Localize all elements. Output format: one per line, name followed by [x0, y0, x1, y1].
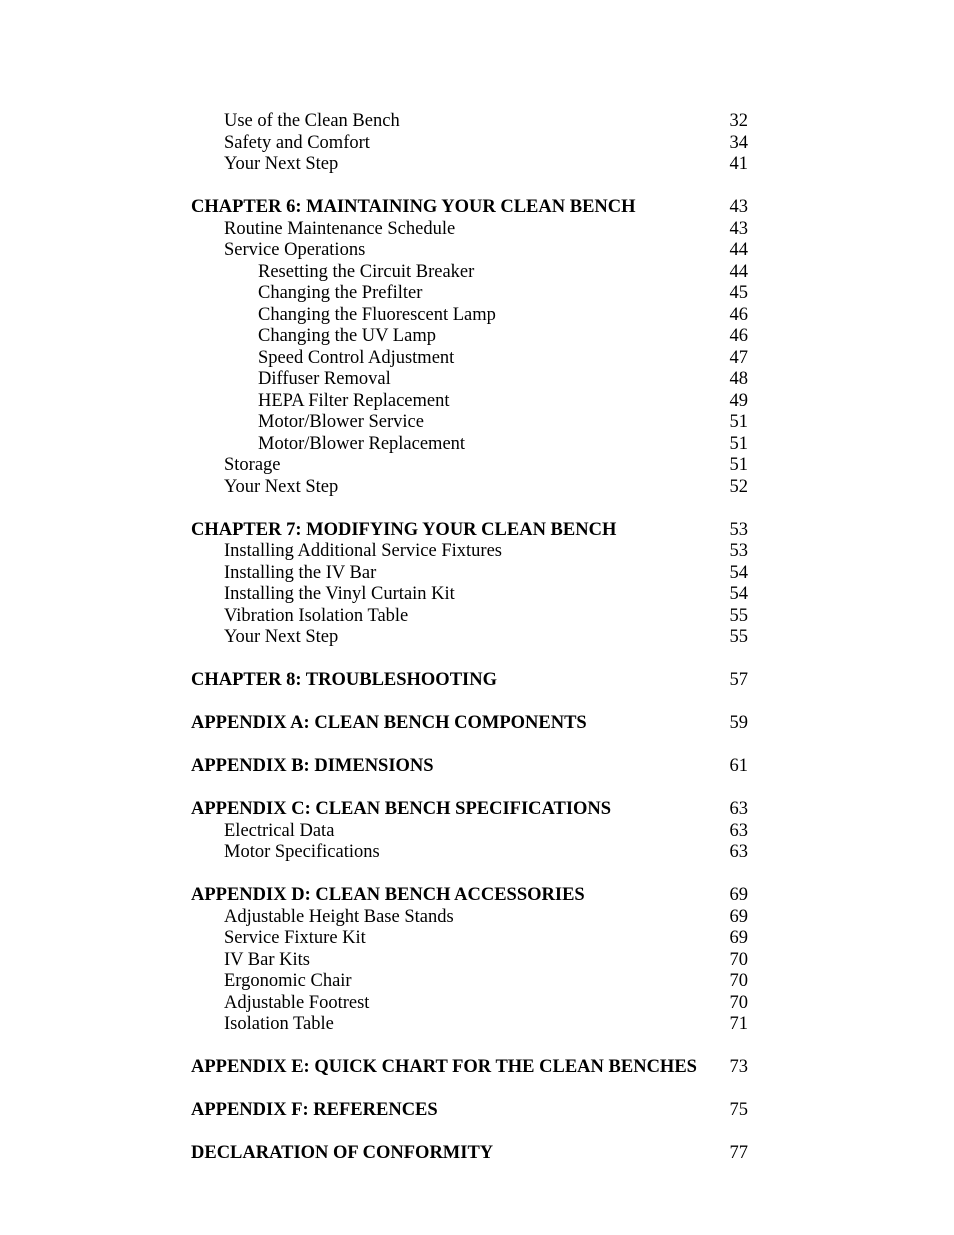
toc-entry-title: Motor/Blower Replacement — [258, 433, 466, 454]
toc-entry-title: DECLARATION OF CONFORMITY — [191, 1143, 494, 1163]
toc-entry-page-number: 44 — [729, 240, 748, 260]
toc-entry-title: Ergonomic Chair — [224, 971, 352, 991]
toc-section-entry — [0, 993, 954, 1015]
toc-entry-title: Safety and Comfort — [224, 132, 370, 153]
toc-entry-page-number: 51 — [729, 412, 748, 432]
toc-entry-page-number: 70 — [729, 992, 748, 1013]
toc-subsection-entry — [0, 262, 954, 284]
toc-entry-title: APPENDIX F: REFERENCES — [191, 1100, 438, 1120]
toc-entry-page-number: 52 — [729, 476, 748, 497]
toc-entry-page-number: 75 — [729, 1100, 748, 1120]
toc-entry-title: Adjustable Height Base Stands — [224, 906, 454, 927]
toc-entry-title: Adjustable Footrest — [224, 992, 370, 1013]
toc-section-entry — [0, 821, 954, 843]
toc-section-entry — [0, 133, 954, 155]
toc-entry-page-number: 69 — [729, 885, 748, 905]
toc-entry-title: Installing Additional Service Fixtures — [224, 541, 502, 561]
toc-entry-title: Electrical Data — [224, 820, 335, 841]
toc-entry-title: Changing the Prefilter — [258, 283, 423, 303]
toc-section-entry — [0, 477, 954, 499]
toc-spacer — [0, 649, 954, 671]
toc-entry-page-number: 49 — [729, 390, 748, 411]
toc-section-entry — [0, 627, 954, 649]
toc-entry-title: Storage — [224, 455, 281, 475]
toc-subsection-entry — [0, 391, 954, 413]
toc-spacer — [0, 498, 954, 520]
toc-entry-title: CHAPTER 6: MAINTAINING YOUR CLEAN BENCH — [191, 197, 636, 217]
toc-entry-title: Speed Control Adjustment — [258, 347, 455, 368]
toc-entry-title: IV Bar Kits — [224, 949, 310, 970]
toc-entry-page-number: 51 — [729, 455, 748, 475]
toc-section-entry — [0, 606, 954, 628]
toc-entry-title: APPENDIX E: QUICK CHART FOR THE CLEAN BENCHES — [191, 1057, 697, 1077]
toc-entry-title: APPENDIX B: DIMENSIONS — [191, 756, 434, 776]
toc-spacer — [0, 1122, 954, 1144]
toc-entry-page-number: 77 — [729, 1143, 748, 1163]
toc-entry-page-number: 61 — [729, 756, 748, 776]
toc-entry-page-number: 46 — [729, 304, 748, 325]
toc-entry-title: Service Operations — [224, 240, 366, 260]
toc-spacer — [0, 735, 954, 757]
toc-entry-page-number: 69 — [729, 928, 748, 948]
toc-section-entry — [0, 971, 954, 993]
toc-subsection-entry — [0, 412, 954, 434]
toc-entry-title: Use of the Clean Bench — [224, 111, 400, 131]
toc-entry-title: Motor Specifications — [224, 842, 380, 862]
toc-entry-title: APPENDIX A: CLEAN BENCH COMPONENTS — [191, 713, 587, 733]
toc-entry-title: CHAPTER 7: MODIFYING YOUR CLEAN BENCH — [191, 519, 617, 540]
toc-entry-title: Motor/Blower Service — [258, 412, 424, 432]
toc-entry-title: APPENDIX D: CLEAN BENCH ACCESSORIES — [191, 885, 585, 905]
toc-subsection-entry — [0, 305, 954, 327]
toc-entry-title: Diffuser Removal — [258, 369, 391, 389]
toc-entry-page-number: 47 — [729, 347, 748, 368]
toc-spacer — [0, 1079, 954, 1101]
toc-entry-page-number: 69 — [729, 906, 748, 927]
toc-chapter-entry — [0, 520, 954, 542]
toc-spacer — [0, 176, 954, 198]
toc-entry-page-number: 48 — [729, 369, 748, 389]
toc-section-entry — [0, 219, 954, 241]
toc-section-entry — [0, 950, 954, 972]
toc-entry-page-number: 41 — [729, 154, 748, 174]
toc-entry-page-number: 34 — [729, 132, 748, 153]
toc-spacer — [0, 1036, 954, 1058]
toc-entry-title: Your Next Step — [224, 476, 339, 497]
toc-entry-page-number: 63 — [729, 799, 748, 819]
toc-entry-page-number: 70 — [729, 949, 748, 970]
toc-section-entry — [0, 154, 954, 176]
toc-entry-page-number: 54 — [729, 562, 748, 583]
toc-section-entry — [0, 1014, 954, 1036]
toc-chapter-entry — [0, 1057, 954, 1079]
toc-section-entry — [0, 928, 954, 950]
toc-entry-title: Resetting the Circuit Breaker — [258, 261, 475, 282]
toc-entry-page-number: 53 — [729, 541, 748, 561]
toc-entry-page-number: 71 — [729, 1014, 748, 1034]
toc-entry-page-number: 45 — [729, 283, 748, 303]
toc-subsection-entry — [0, 434, 954, 456]
toc-entry-page-number: 44 — [729, 261, 748, 282]
toc-entry-page-number: 73 — [729, 1057, 748, 1077]
toc-chapter-entry — [0, 885, 954, 907]
toc-subsection-entry — [0, 283, 954, 305]
toc-chapter-entry — [0, 756, 954, 778]
toc-entry-page-number: 43 — [729, 218, 748, 239]
toc-chapter-entry — [0, 799, 954, 821]
toc-entry-title: Changing the Fluorescent Lamp — [258, 304, 496, 325]
toc-entry-title: HEPA Filter Replacement — [258, 390, 450, 411]
toc-entry-title: Installing the Vinyl Curtain Kit — [224, 584, 455, 604]
toc-entry-page-number: 59 — [729, 713, 748, 733]
toc-section-entry — [0, 541, 954, 563]
toc-section-entry — [0, 584, 954, 606]
toc-entry-title: APPENDIX C: CLEAN BENCH SPECIFICATIONS — [191, 799, 612, 819]
toc-entry-title: Installing the IV Bar — [224, 562, 377, 583]
toc-section-entry — [0, 907, 954, 929]
toc-spacer — [0, 864, 954, 886]
toc-entry-title: Vibration Isolation Table — [224, 605, 409, 626]
toc-section-entry — [0, 563, 954, 585]
toc-section-entry — [0, 455, 954, 477]
toc-chapter-entry — [0, 1143, 954, 1165]
toc-entry-page-number: 55 — [729, 627, 748, 647]
toc-section-entry — [0, 240, 954, 262]
toc-chapter-entry — [0, 670, 954, 692]
toc-entry-title: Your Next Step — [224, 627, 339, 647]
toc-chapter-entry — [0, 713, 954, 735]
toc-chapter-entry — [0, 197, 954, 219]
toc-subsection-entry — [0, 326, 954, 348]
toc-entry-page-number: 57 — [729, 670, 748, 690]
toc-entry-page-number: 46 — [729, 326, 748, 346]
toc-subsection-entry — [0, 348, 954, 370]
toc-entry-page-number: 63 — [729, 820, 748, 841]
toc-entry-page-number: 54 — [729, 584, 748, 604]
toc-entry-title: CHAPTER 8: TROUBLESHOOTING — [191, 670, 497, 690]
toc-spacer — [0, 778, 954, 800]
toc-subsection-entry — [0, 369, 954, 391]
toc-entry-page-number: 70 — [729, 971, 748, 991]
toc-chapter-entry — [0, 1100, 954, 1122]
toc-spacer — [0, 692, 954, 714]
toc-section-entry — [0, 111, 954, 133]
toc-entry-page-number: 43 — [729, 197, 748, 217]
toc-entry-title: Routine Maintenance Schedule — [224, 218, 456, 239]
toc-entry-title: Service Fixture Kit — [224, 928, 366, 948]
toc-entry-page-number: 51 — [729, 433, 748, 454]
table-of-contents — [0, 111, 954, 1165]
toc-entry-title: Your Next Step — [224, 154, 339, 174]
toc-entry-title: Isolation Table — [224, 1014, 334, 1034]
toc-entry-page-number: 53 — [729, 519, 748, 540]
toc-section-entry — [0, 842, 954, 864]
toc-entry-page-number: 63 — [729, 842, 748, 862]
toc-entry-page-number: 55 — [729, 605, 748, 626]
toc-entry-title: Changing the UV Lamp — [258, 326, 436, 346]
toc-entry-page-number: 32 — [729, 111, 748, 131]
